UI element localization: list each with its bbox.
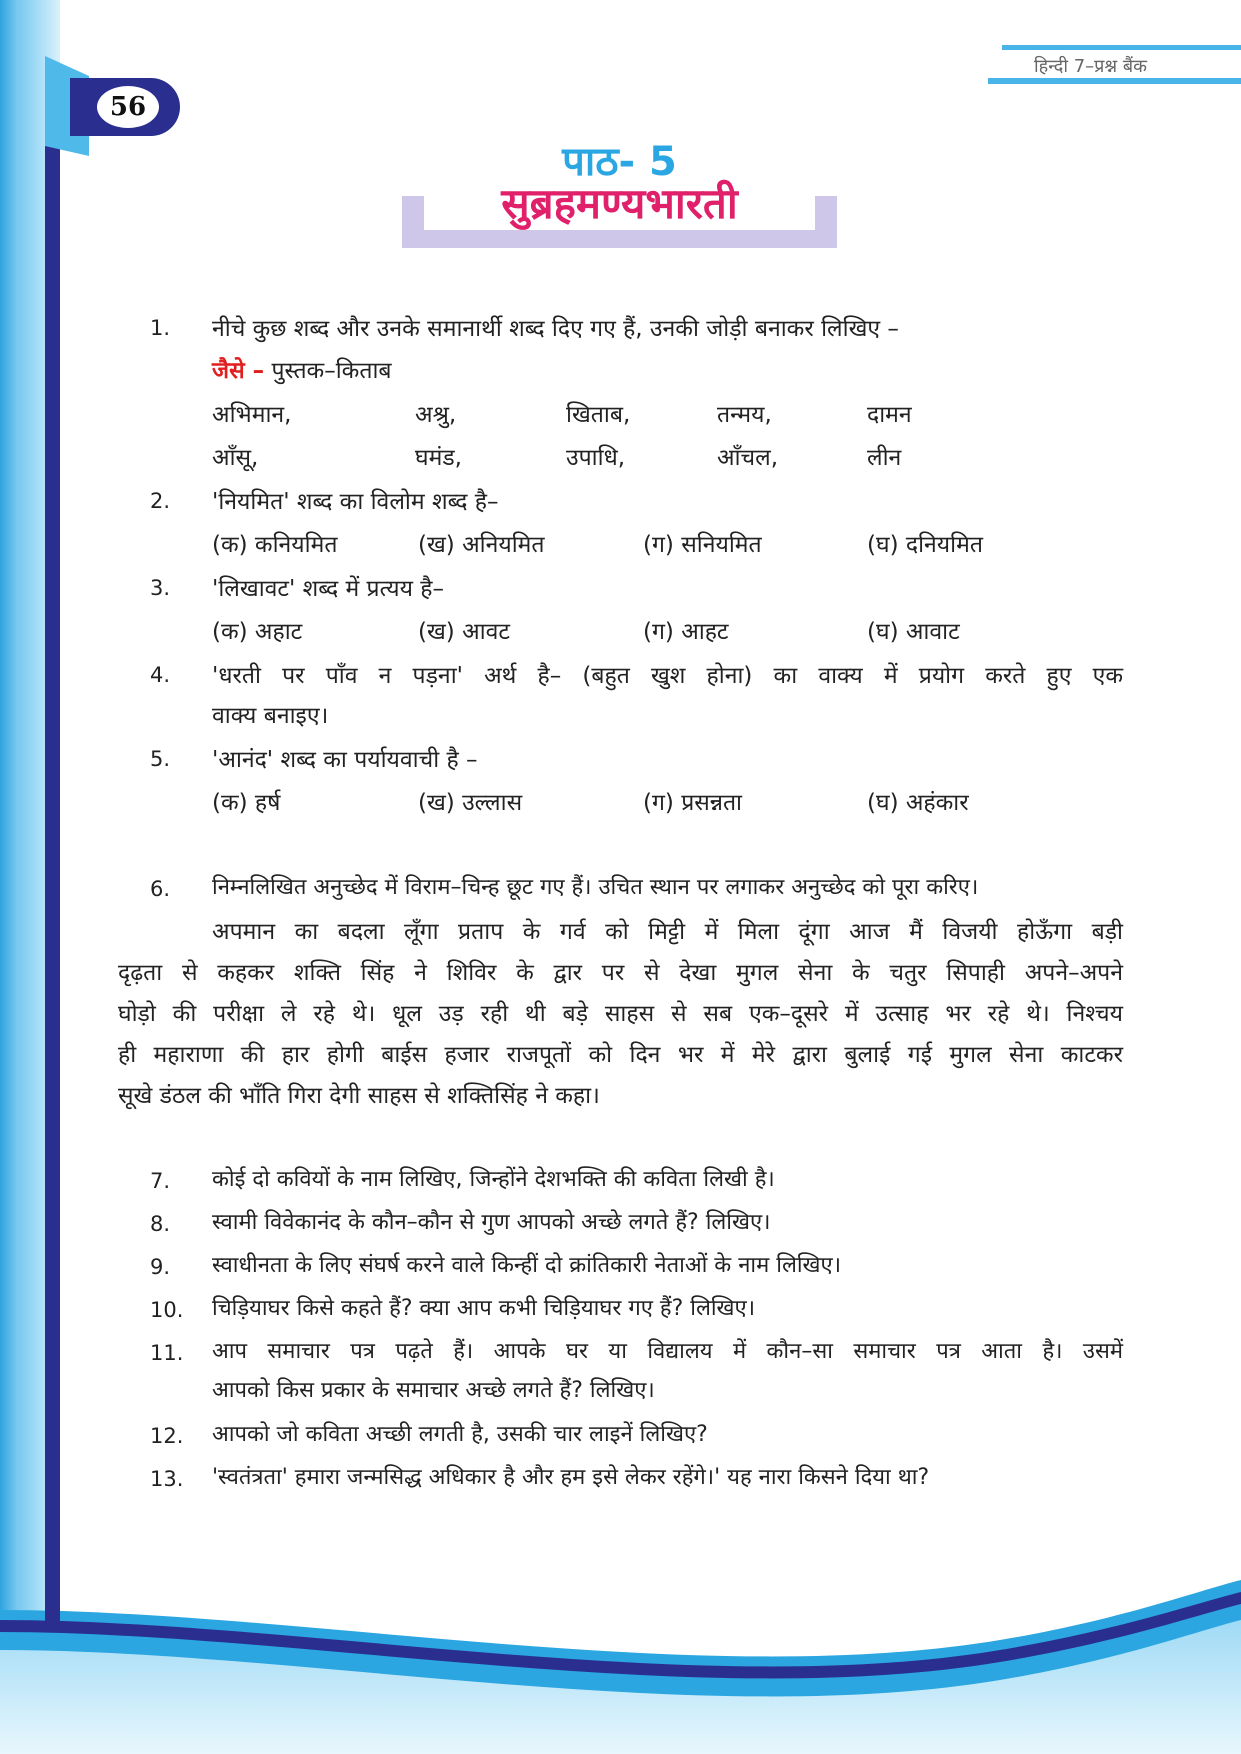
word-cell: खिताब,	[566, 402, 631, 428]
page-number: 56	[97, 86, 159, 128]
option: (क) हर्ष	[212, 790, 281, 816]
option: (क) अहाट	[212, 619, 303, 645]
option: (घ) आवाट	[867, 619, 960, 645]
option: (ग) प्रसन्नता	[643, 790, 743, 816]
paragraph-line: घोड़ो की परीक्षा ले रहे थे। धूल उड़ रही थी बड़े साहस से सब एक–दूसरे में उत्साह भर रहे थे। निश्चय	[118, 1001, 1123, 1027]
question-text: स्वामी विवेकानंद के कौन–कौन से गुण आपको अच्छे लगते हैं? लिखिए।	[212, 1210, 771, 1235]
lesson-number: पाठ- 5	[562, 139, 677, 185]
paragraph-line: सूखे डंठल की भाँति गिरा देगी साहस से शक्तिसिंह ने कहा।	[118, 1083, 600, 1109]
example-label: जैसे –	[212, 358, 265, 384]
question-number: 7.	[150, 1169, 171, 1193]
option: (ग) सनियमित	[643, 532, 762, 558]
question-number: 12.	[150, 1424, 184, 1448]
option: (ख) उल्लास	[418, 790, 523, 816]
lesson-title: सुब्रहमण्यभारती	[501, 179, 738, 228]
book-title: हिन्दी 7–प्रश्न बैंक	[1034, 56, 1147, 77]
paragraph-line: अपमान का बदला लूँगा प्रताप के गर्व को मिट्टी में मिला दूंगा आज मैं विजयी होऊँगा बड़ी	[212, 919, 1123, 945]
bottom-wave-decoration	[0, 1580, 1241, 1754]
flag-pole	[45, 88, 60, 1628]
example-line	[212, 353, 392, 385]
word-cell: अभिमान,	[212, 402, 292, 428]
question-number: 10.	[150, 1298, 184, 1322]
word-cell: दामन	[867, 402, 912, 428]
paragraph-line: ही महाराणा की हार होगी बाईस हजार राजपूतों को दिन भर में मेरे द्वारा बुलाई गई मुगल सेना काटकर	[118, 1042, 1123, 1068]
question-text: 'स्वतंत्रता' हमारा जन्मसिद्ध अधिकार है और हम इसे लेकर रहेंगे।' यह नारा किसने दिया था?	[212, 1465, 930, 1490]
word-cell: लीन	[867, 445, 902, 471]
question-number: 9.	[150, 1255, 171, 1279]
question-text: चिड़ियाघर किसे कहते हैं? क्या आप कभी चिड़ियाघर गए हैं? लिखिए।	[212, 1296, 756, 1321]
question-number: 3.	[150, 576, 171, 600]
question-number: 5.	[150, 747, 171, 771]
word-cell: तन्मय,	[717, 402, 772, 428]
paragraph-line: दृढ़ता से कहकर शक्ति सिंह ने शिविर के द्वार पर से देखा मुगल सेना के चतुर सिपाही अपने–अपने	[118, 960, 1123, 986]
header-rule-bottom	[988, 78, 1241, 84]
question-number: 8.	[150, 1212, 171, 1236]
question-number: 1.	[150, 316, 171, 340]
word-cell: आँसू,	[212, 445, 259, 471]
option: (ख) अनियमित	[418, 532, 545, 558]
question-text: 'आनंद' शब्द का पर्यायवाची है –	[212, 747, 478, 773]
option: (घ) दनियमित	[867, 532, 983, 558]
question-text: आप समाचार पत्र पढ़ते हैं। आपके घर या विद्यालय में कौन–सा समाचार पत्र आता है। उसमें	[212, 1339, 1123, 1364]
word-cell: घमंड,	[415, 445, 462, 471]
option: (ख) आवट	[418, 619, 510, 645]
question-number: 13.	[150, 1467, 184, 1491]
option: (घ) अहंकार	[867, 790, 969, 816]
question-number: 6.	[150, 877, 171, 901]
question-number: 11.	[150, 1341, 184, 1365]
word-cell: आँचल,	[717, 445, 779, 471]
option: (ग) आहट	[643, 619, 729, 645]
header-rule-top	[1002, 45, 1241, 50]
question-text: 'धरती पर पाँव न पड़ना' अर्थ है– (बहुत खुश होना) का वाक्य में प्रयोग करते हुए एक	[212, 663, 1123, 689]
question-text: कोई दो कवियों के नाम लिखिए, जिन्होंने देशभक्ति की कविता लिखी है।	[212, 1167, 775, 1192]
question-text: 'लिखावट' शब्द में प्रत्यय है–	[212, 576, 445, 602]
word-cell: अश्रु,	[415, 402, 457, 428]
question-number: 4.	[150, 663, 171, 687]
question-text: निम्नलिखित अनुच्छेद में विराम–चिन्ह छूट गए हैं। उचित स्थान पर लगाकर अनुच्छेद को पूरा करिए।	[212, 875, 979, 900]
question-text: 'नियमित' शब्द का विलोम शब्द है–	[212, 489, 499, 515]
question-text-continued: वाक्य बनाइए।	[212, 703, 329, 729]
question-text: स्वाधीनता के लिए संघर्ष करने वाले किन्हीं दो क्रांतिकारी नेताओं के नाम लिखिए।	[212, 1253, 842, 1278]
question-number: 2.	[150, 489, 171, 513]
question-text-continued: आपको किस प्रकार के समाचार अच्छे लगते हैं? लिखिए।	[212, 1378, 655, 1403]
option: (क) कनियमित	[212, 532, 338, 558]
example-value: पुस्तक–किताब	[271, 358, 392, 384]
word-cell: उपाधि,	[566, 445, 626, 471]
question-text: आपको जो कविता अच्छी लगती है, उसकी चार लाइनें लिखिए?	[212, 1422, 708, 1447]
question-text: नीचे कुछ शब्द और उनके समानार्थी शब्द दिए गए हैं, उनकी जोड़ी बनाकर लिखिए –	[212, 316, 899, 342]
